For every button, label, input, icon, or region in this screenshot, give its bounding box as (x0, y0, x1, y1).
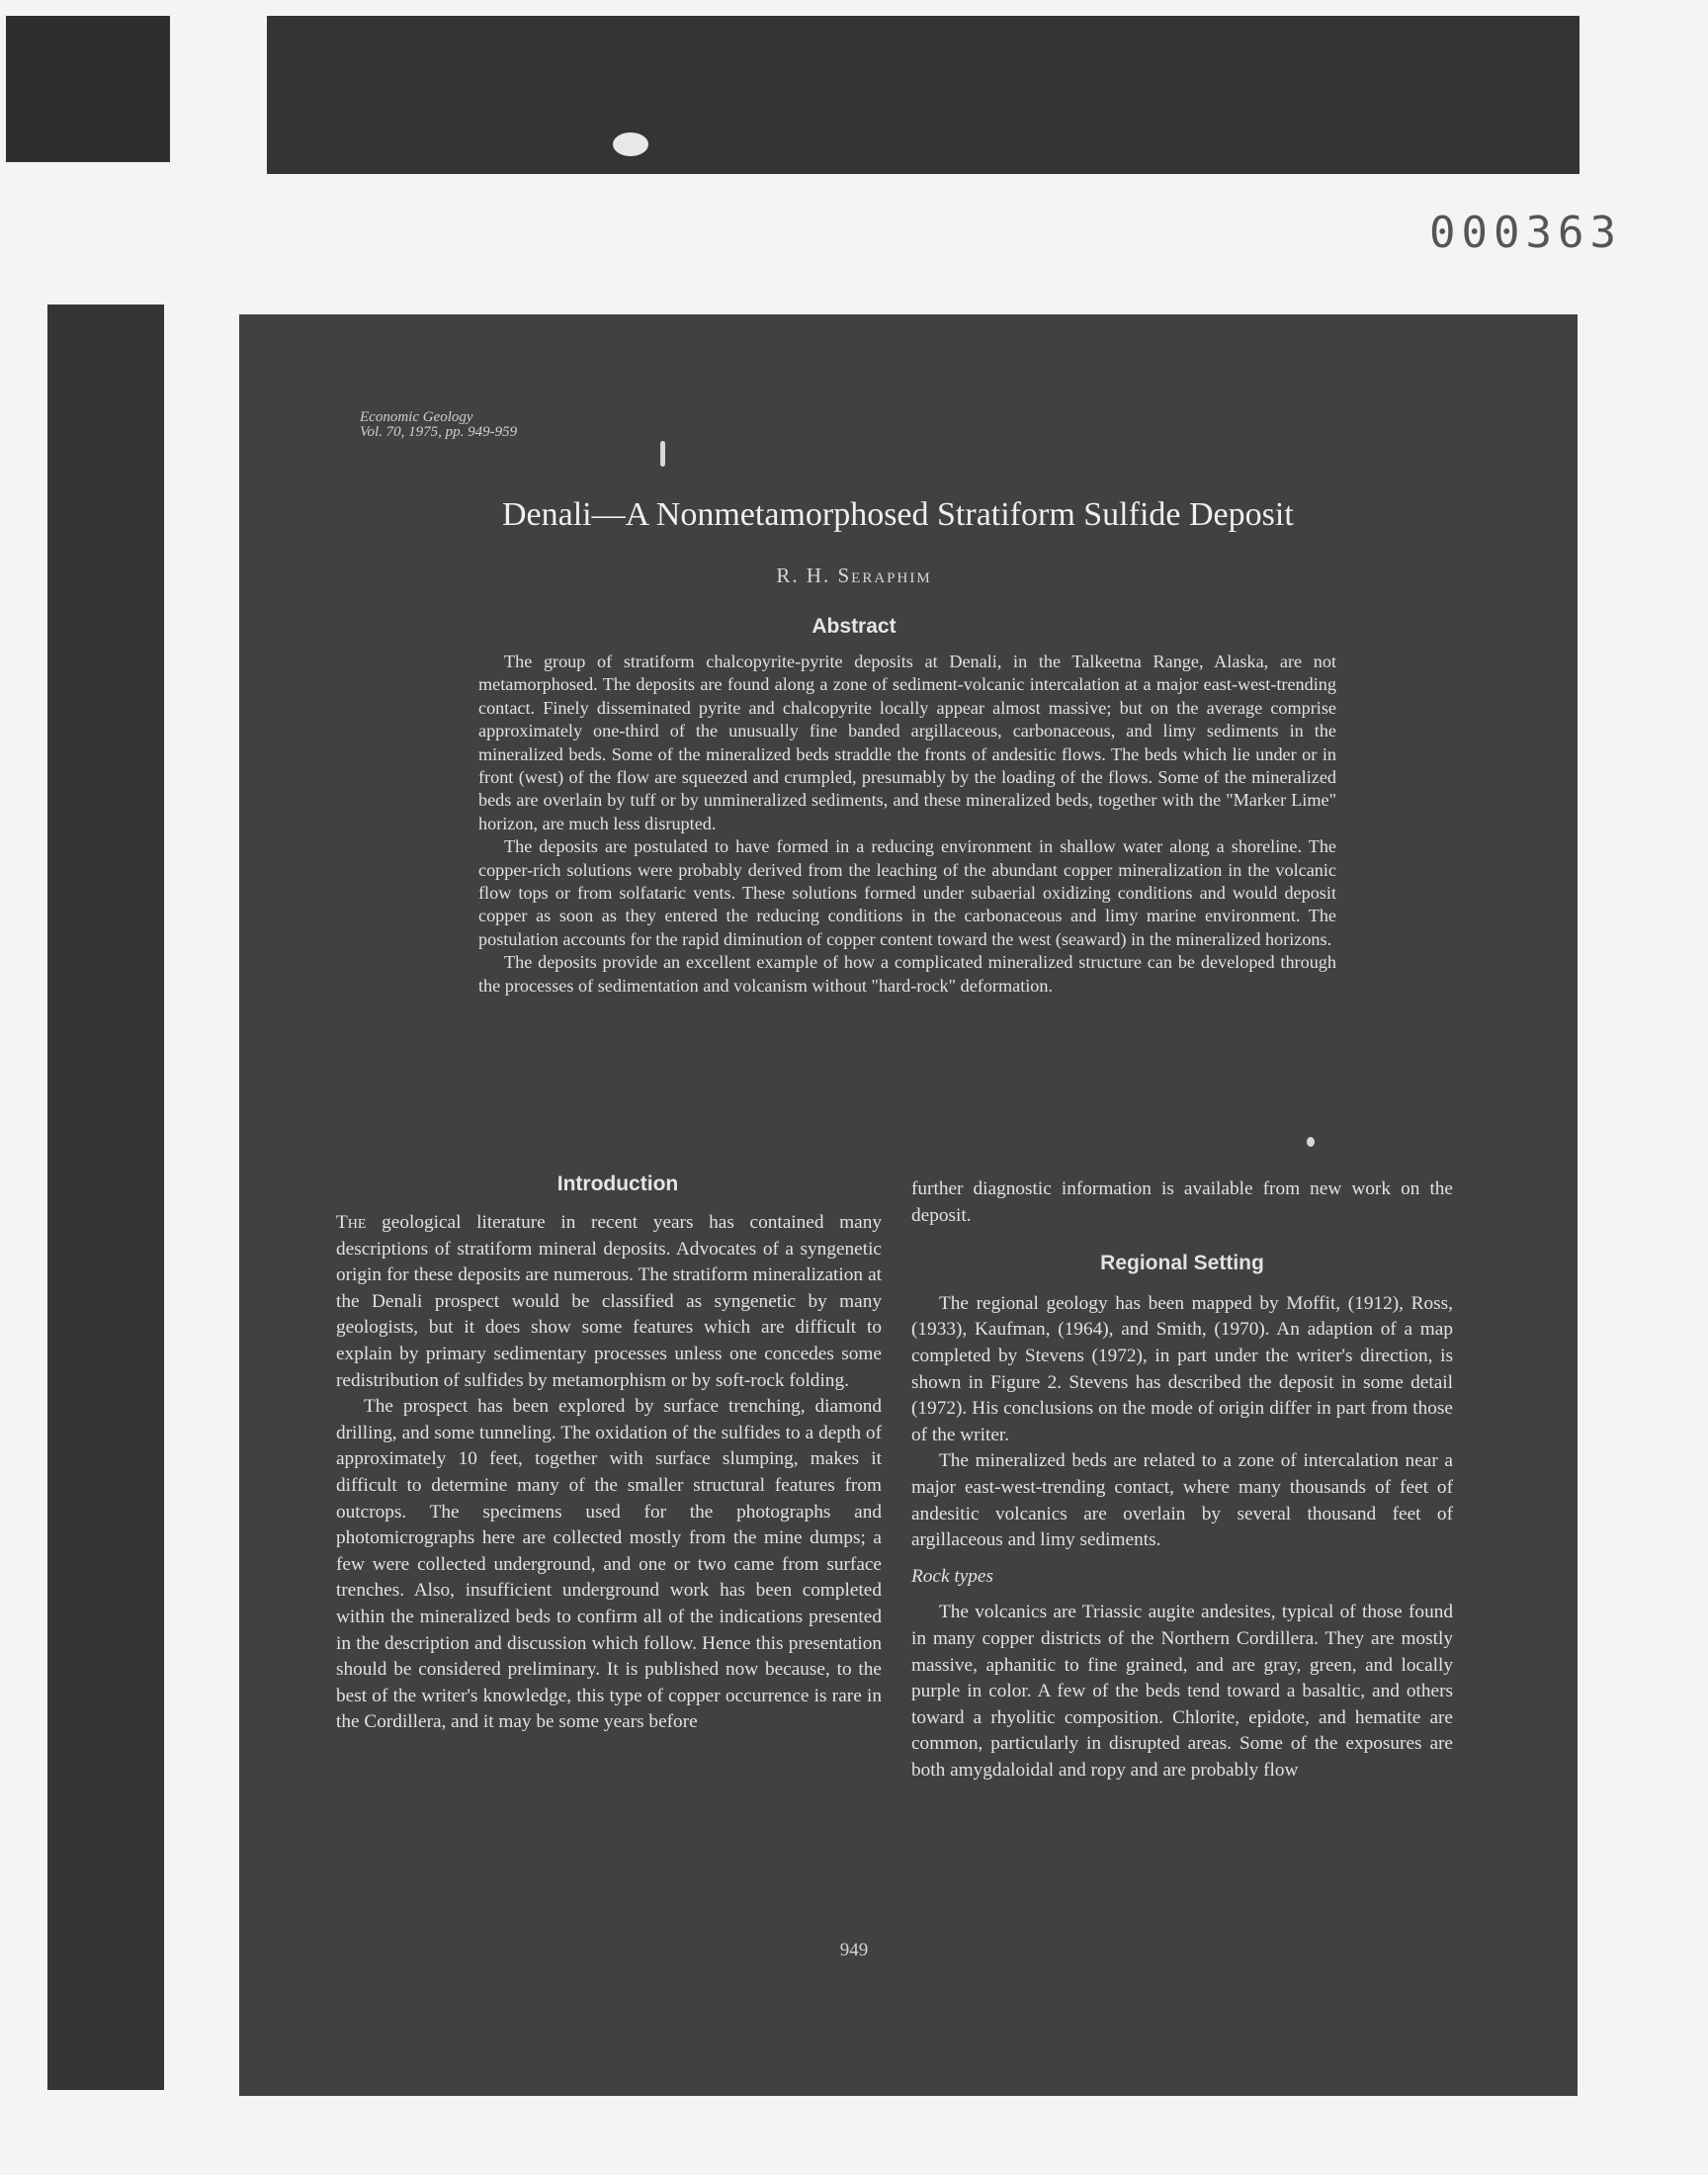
article-title: Denali—A Nonmetamorphosed Stratiform Sulfide Deposit (502, 496, 1294, 533)
dropcap-word: The (336, 1212, 367, 1233)
scan-dark-band-top (267, 16, 1580, 174)
abstract-heading: Abstract (811, 615, 897, 638)
right-column (911, 1176, 1453, 1784)
article-author: R. H. Seraphim (776, 564, 932, 587)
regional-setting-paragraph: The mineralized beds are related to a zone of intercalation near a major east-west-trending contact, where many thousands of feet of andesitic volcanics are overlain by several thousand feet of argillaceous and limy sediments. (911, 1450, 1453, 1551)
regional-setting-paragraph: The regional geology has been mapped by Moffit, (1912), Ross, (1933), Kaufman, (1964), and Smith, (1970). An adaption of a map completed by Stevens (1972), in part under the writer's direction, is shown in Figure 2. Stevens has described the deposit in some detail (1972). His conclusions on the mode of origin differ in part from those of the writer. (911, 1292, 1453, 1445)
abstract-paragraph: The deposits provide an excellent example of how a complicated mineralized structure can be developed through the processes of sedimentation and volcanism without "hard-rock" deformation. (478, 952, 1336, 996)
regional-setting-heading: Regional Setting (1100, 1252, 1264, 1275)
rock-types-heading: Rock types (911, 1565, 993, 1587)
journal-name: Economic Geology (360, 409, 473, 425)
scan-speck (1307, 1137, 1315, 1147)
introduction-paragraph: The prospect has been explored by surface trenching, diamond drilling, and some tunneling. The oxidation of the sulfides to a depth of approximately 10 feet, together with surface slumping, makes it difficult to determine many of the smaller structural features from outcrops. The specimens used for the photographs and photomicrographs here are collected mostly from the mine dumps; a few were collected underground, and one or two came from surface trenches. Also, insufficient underground work has been completed within the mineralized beds to confirm all of the indications presented in the description and discussion which follow. Hence this presentation should be considered preliminary. It is published now because, to the best of the writer's knowledge, this type of copper occurrence is rare in the Cordillera, and it may be some years before (336, 1396, 882, 1733)
introduction-paragraph (336, 1210, 882, 1394)
rock-types-paragraph: The volcanics are Triassic augite andesites, typical of those found in many copper districts of the Northern Cordillera. They are mostly massive, aphanitic to fine grained, and are gray, green, and locally purple in color. A few of the beds tend toward a basaltic, and others toward a rhyolitic composition. Chlorite, epidote, and hematite are common, particularly in disrupted areas. Some of the exposures are both amygdaloidal and ropy and are probably flow (911, 1602, 1453, 1781)
page-id-stamp: 000363 (1429, 208, 1622, 258)
abstract-body (478, 651, 1336, 998)
journal-citation (360, 410, 517, 440)
introduction-heading: Introduction (556, 1173, 679, 1195)
abstract-paragraph: The deposits are postulated to have formed in a reducing environment in shallow water along a shoreline. The copper-rich solutions were probably derived from the leaching of the abundant copper mineralization in the volcanic flow tops or from solfataric vents. These solutions formed under subaerial oxidizing conditions and would deposit copper as soon as they entered the reducing conditions in the carbonaceous and limy marine environment. The postulation accounts for the rapid diminution of copper content toward the west (seaward) in the mineralized horizons. (478, 836, 1336, 949)
introduction-continuation: further diagnostic information is available from new work on the deposit. (911, 1178, 1453, 1226)
scan-dark-strip-top-left (6, 16, 170, 162)
journal-reference: Vol. 70, 1975, pp. 949-959 (360, 424, 518, 440)
abstract-paragraph: The group of stratiform chalcopyrite-pyrite deposits at Denali, in the Talkeetna Range, Alaska, are not metamorphosed. The deposits are found along a zone of sediment-volcanic intercalation at a major east-west-trending contact. Finely disseminated pyrite and chalcopyrite locally appear almost massive; but on the average comprise approximately one-third of the unusually fine banded argillaceous, carbonaceous, and limy sediments in the mineralized beds. Some of the mineralized beds straddle the fronts of andesitic flows. The beds which lie under or in front (west) of the flow are squeezed and crumpled, presumably by the loading of the flows. Some of the mineralized beds are overlain by tuff or by unmineralized sediments, and these mineralized beds, together with the "Marker Lime" horizon, are much less disrupted. (478, 652, 1336, 833)
left-column (336, 1210, 882, 1736)
introduction-text: geological literature in recent years has contained many descriptions of stratiform mineral deposits. Advocates of a syngenetic origin for these deposits are numerous. The stratiform mineralization at the Denali prospect would be classified as syngenetic by many geologists, but it does show some features which are difficult to explain by primary sedimentary processes unless one concedes some redistribution of sulfides by metamorphism or by soft-rock folding. (336, 1212, 882, 1391)
scan-light-spot (613, 132, 648, 156)
scan-speck (660, 441, 665, 467)
page-number: 949 (839, 1940, 869, 1960)
